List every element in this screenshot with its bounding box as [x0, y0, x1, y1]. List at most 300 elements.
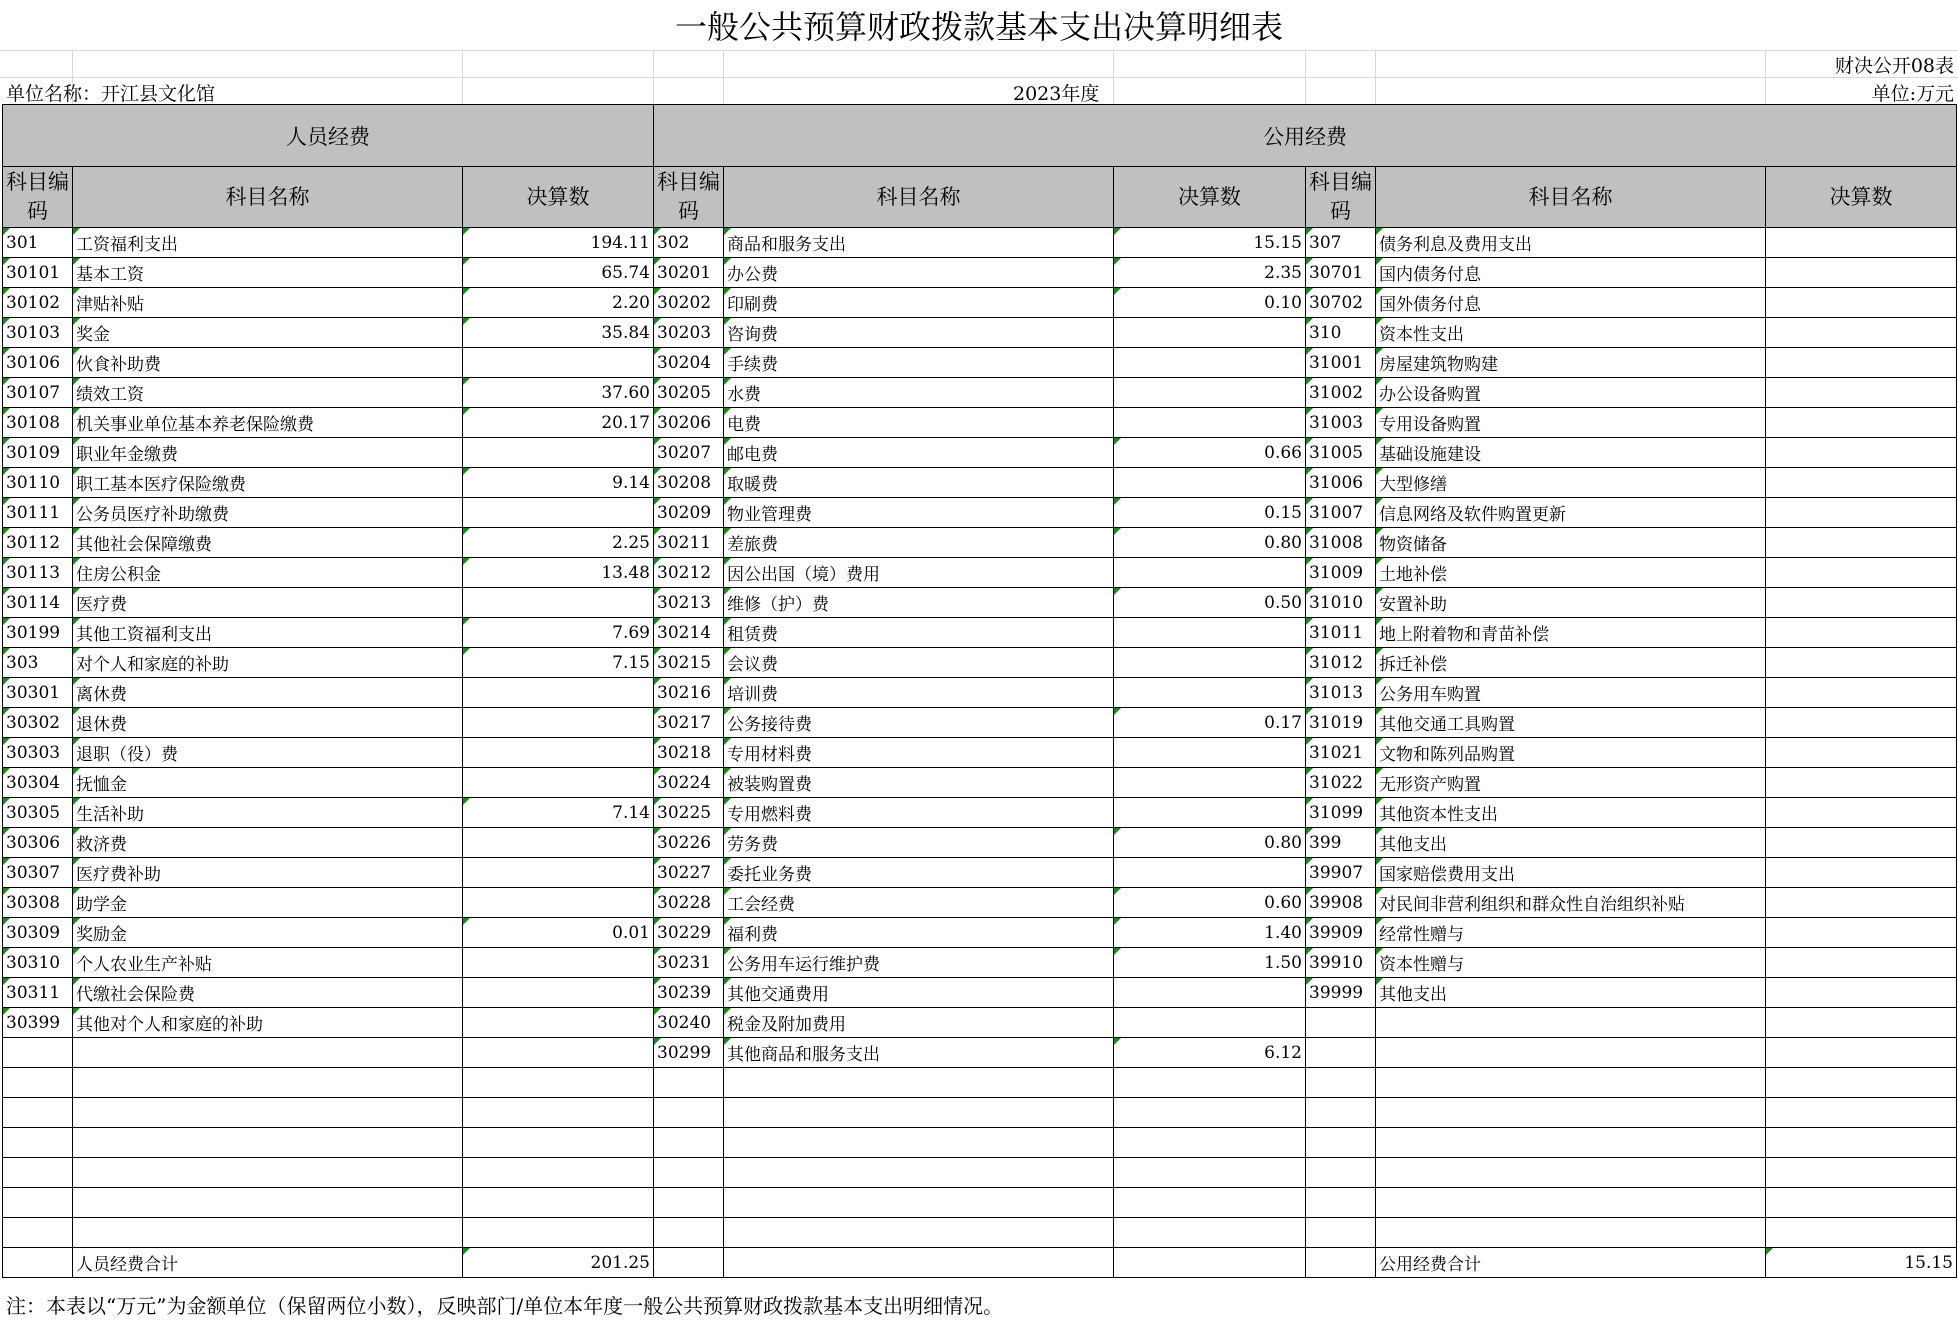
- amount-value: 0.01: [463, 918, 654, 948]
- amount-value: [1766, 408, 1957, 438]
- subject-code: 31005: [1306, 438, 1376, 468]
- amount-value: 1.50: [1114, 948, 1306, 978]
- subject-name: 邮电费: [724, 438, 1114, 468]
- subject-code: [1306, 1188, 1376, 1218]
- amount-value: [1114, 738, 1306, 768]
- subject-name: 抚恤金: [73, 768, 463, 798]
- subject-code: 30216: [654, 678, 724, 708]
- table-row: [3, 708, 1957, 738]
- subject-name: [73, 1158, 463, 1188]
- amount-value: [1114, 648, 1306, 678]
- amount-value: 0.50: [1114, 588, 1306, 618]
- subject-code: 30202: [654, 288, 724, 318]
- subject-name: 基础设施建设: [1376, 438, 1766, 468]
- subject-name: 专用材料费: [724, 738, 1114, 768]
- code-header: 科目编码: [654, 167, 724, 228]
- subject-name: 其他支出: [1376, 828, 1766, 858]
- subject-code: 30311: [3, 978, 73, 1008]
- subject-code: 31099: [1306, 798, 1376, 828]
- subject-name: [1376, 1158, 1766, 1188]
- table-row: [3, 318, 1957, 348]
- amount-value: 13.48: [463, 558, 654, 588]
- subject-code: 39910: [1306, 948, 1376, 978]
- subject-code: 30215: [654, 648, 724, 678]
- subject-name: 物业管理费: [724, 498, 1114, 528]
- subject-code: 39907: [1306, 858, 1376, 888]
- subject-code: 30108: [3, 408, 73, 438]
- amount-value: 0.60: [1114, 888, 1306, 918]
- subject-code: 30113: [3, 558, 73, 588]
- subject-code: 303: [3, 648, 73, 678]
- amount-value: [463, 1038, 654, 1068]
- subject-name: 其他交通费用: [724, 978, 1114, 1008]
- personnel-total-value: 201.25: [463, 1248, 654, 1278]
- name-header: 科目名称: [73, 167, 463, 228]
- subject-code: 30701: [1306, 258, 1376, 288]
- subject-name: 债务利息及费用支出: [1376, 228, 1766, 258]
- subject-code: 39908: [1306, 888, 1376, 918]
- blank-cell: [724, 1248, 1114, 1278]
- subject-name: [724, 1218, 1114, 1248]
- subject-name: 办公设备购置: [1376, 378, 1766, 408]
- table-row: [3, 348, 1957, 378]
- subject-code: 30103: [3, 318, 73, 348]
- subject-code: 31002: [1306, 378, 1376, 408]
- subject-code: [654, 1098, 724, 1128]
- subject-name: 水费: [724, 378, 1114, 408]
- subject-code: 30217: [654, 708, 724, 738]
- subject-name: 委托业务费: [724, 858, 1114, 888]
- subject-code: 30228: [654, 888, 724, 918]
- amount-header: 决算数: [1114, 167, 1306, 228]
- subject-name: 专用设备购置: [1376, 408, 1766, 438]
- amount-value: 0.10: [1114, 288, 1306, 318]
- subject-code: [1306, 1038, 1376, 1068]
- amount-value: [1766, 1218, 1957, 1248]
- subject-name: 助学金: [73, 888, 463, 918]
- amount-value: [463, 678, 654, 708]
- subject-name: [724, 1128, 1114, 1158]
- table-row: [3, 1218, 1957, 1248]
- amount-value: [1766, 378, 1957, 408]
- subject-code: 39999: [1306, 978, 1376, 1008]
- subject-name: 国内债务付息: [1376, 258, 1766, 288]
- amount-value: 6.12: [1114, 1038, 1306, 1068]
- subject-code: 30203: [654, 318, 724, 348]
- subject-name: 无形资产购置: [1376, 768, 1766, 798]
- subject-name: 伙食补助费: [73, 348, 463, 378]
- subject-name: 拆迁补偿: [1376, 648, 1766, 678]
- subject-code: [3, 1158, 73, 1188]
- subject-code: [654, 1068, 724, 1098]
- subject-code: 31012: [1306, 648, 1376, 678]
- subject-name: 奖励金: [73, 918, 463, 948]
- subject-name: [73, 1218, 463, 1248]
- amount-value: [1766, 468, 1957, 498]
- table-row: [3, 1158, 1957, 1188]
- subject-name: [73, 1038, 463, 1068]
- amount-value: 194.11: [463, 228, 654, 258]
- subject-code: [654, 1218, 724, 1248]
- subject-code: 30301: [3, 678, 73, 708]
- money-unit: 单位:万元: [1871, 83, 1954, 105]
- subject-name: 经常性赠与: [1376, 918, 1766, 948]
- subject-code: [1306, 1128, 1376, 1158]
- subject-name: [1376, 1098, 1766, 1128]
- subject-name: 离休费: [73, 678, 463, 708]
- amount-value: [1766, 528, 1957, 558]
- table-row: [3, 1068, 1957, 1098]
- amount-value: [1114, 618, 1306, 648]
- amount-value: [463, 588, 654, 618]
- subject-name: 其他商品和服务支出: [724, 1038, 1114, 1068]
- subject-code: 31007: [1306, 498, 1376, 528]
- subject-name: 房屋建筑物购建: [1376, 348, 1766, 378]
- subject-name: 救济费: [73, 828, 463, 858]
- amount-value: 7.15: [463, 648, 654, 678]
- public-total-label: 公用经费合计: [1376, 1248, 1766, 1278]
- amount-value: [1766, 438, 1957, 468]
- blank-cell: [1306, 1248, 1376, 1278]
- public-header: 公用经费: [654, 105, 1957, 167]
- subject-name: 税金及附加费用: [724, 1008, 1114, 1038]
- subject-code: 31010: [1306, 588, 1376, 618]
- subject-name: 其他交通工具购置: [1376, 708, 1766, 738]
- subject-code: 31006: [1306, 468, 1376, 498]
- subject-name: 医疗费补助: [73, 858, 463, 888]
- subject-code: 31021: [1306, 738, 1376, 768]
- subject-code: 30201: [654, 258, 724, 288]
- subject-name: [724, 1068, 1114, 1098]
- expenditure-table: [2, 104, 1957, 1278]
- subject-name: 资本性支出: [1376, 318, 1766, 348]
- table-number: 财决公开08表: [1834, 55, 1954, 77]
- amount-value: [1114, 678, 1306, 708]
- subject-name: 电费: [724, 408, 1114, 438]
- table-row: [3, 528, 1957, 558]
- subject-name: 个人农业生产补贴: [73, 948, 463, 978]
- subject-code: [654, 1188, 724, 1218]
- subject-code: 30106: [3, 348, 73, 378]
- subject-name: 对个人和家庭的补助: [73, 648, 463, 678]
- amount-header: 决算数: [1766, 167, 1957, 228]
- amount-value: [1766, 738, 1957, 768]
- table-row: [3, 1188, 1957, 1218]
- blank-cell: [654, 1248, 724, 1278]
- amount-value: 7.14: [463, 798, 654, 828]
- amount-value: [1114, 1158, 1306, 1188]
- subject-name: 机关事业单位基本养老保险缴费: [73, 408, 463, 438]
- public-total-value: 15.15: [1766, 1248, 1957, 1278]
- amount-value: [1114, 768, 1306, 798]
- subject-name: 工资福利支出: [73, 228, 463, 258]
- subject-name: 其他资本性支出: [1376, 798, 1766, 828]
- subject-code: [3, 1128, 73, 1158]
- amount-value: [1766, 318, 1957, 348]
- subject-name: 大型修缮: [1376, 468, 1766, 498]
- subject-code: 30199: [3, 618, 73, 648]
- subject-name: [1376, 1038, 1766, 1068]
- subject-name: 土地补偿: [1376, 558, 1766, 588]
- amount-value: [1766, 858, 1957, 888]
- subject-code: 307: [1306, 228, 1376, 258]
- amount-value: 65.74: [463, 258, 654, 288]
- subject-name: 维修（护）费: [724, 588, 1114, 618]
- subject-name: 商品和服务支出: [724, 228, 1114, 258]
- amount-value: [1766, 828, 1957, 858]
- subject-name: [724, 1098, 1114, 1128]
- amount-value: [463, 888, 654, 918]
- subject-code: [3, 1098, 73, 1128]
- subject-code: 30399: [3, 1008, 73, 1038]
- subject-name: [1376, 1218, 1766, 1248]
- subject-name: 地上附着物和青苗补偿: [1376, 618, 1766, 648]
- table-row: [3, 438, 1957, 468]
- page-title: 一般公共预算财政拨款基本支出决算明细表: [674, 8, 1283, 46]
- subject-name: [73, 1098, 463, 1128]
- amount-value: 20.17: [463, 408, 654, 438]
- table-row: [3, 978, 1957, 1008]
- unit-name: 单位名称：开江县文化馆: [6, 83, 216, 105]
- amount-value: [463, 708, 654, 738]
- subject-name: 公务接待费: [724, 708, 1114, 738]
- subject-code: 30226: [654, 828, 724, 858]
- subject-code: [1306, 1218, 1376, 1248]
- subject-code: 30211: [654, 528, 724, 558]
- amount-value: [1114, 1098, 1306, 1128]
- amount-value: [1766, 948, 1957, 978]
- subject-name: 劳务费: [724, 828, 1114, 858]
- table-row: [3, 1098, 1957, 1128]
- amount-value: [463, 1218, 654, 1248]
- amount-value: [463, 828, 654, 858]
- amount-value: [463, 1158, 654, 1188]
- subject-code: 30112: [3, 528, 73, 558]
- amount-value: [1766, 228, 1957, 258]
- amount-value: 2.20: [463, 288, 654, 318]
- amount-value: [1766, 888, 1957, 918]
- subject-code: [654, 1158, 724, 1188]
- subject-code: 30204: [654, 348, 724, 378]
- subject-code: [3, 1188, 73, 1218]
- subject-code: 30310: [3, 948, 73, 978]
- amount-value: [1114, 318, 1306, 348]
- amount-value: 0.66: [1114, 438, 1306, 468]
- table-row: [3, 468, 1957, 498]
- subject-code: 30107: [3, 378, 73, 408]
- amount-value: 9.14: [463, 468, 654, 498]
- name-header: 科目名称: [1376, 167, 1766, 228]
- subject-code: 30307: [3, 858, 73, 888]
- amount-value: [1766, 1038, 1957, 1068]
- amount-value: [1766, 1068, 1957, 1098]
- subject-code: 30205: [654, 378, 724, 408]
- subject-code: [3, 1038, 73, 1068]
- subject-name: 工会经费: [724, 888, 1114, 918]
- subject-name: 公务员医疗补助缴费: [73, 498, 463, 528]
- subject-name: [724, 1158, 1114, 1188]
- amount-value: 7.69: [463, 618, 654, 648]
- table-row: [3, 798, 1957, 828]
- table-row: [3, 648, 1957, 678]
- amount-value: [1114, 858, 1306, 888]
- amount-value: [1766, 558, 1957, 588]
- amount-value: [1766, 288, 1957, 318]
- subject-name: [1376, 1128, 1766, 1158]
- amount-value: [1114, 1188, 1306, 1218]
- blank-cell: [3, 1248, 73, 1278]
- subject-name: 咨询费: [724, 318, 1114, 348]
- amount-value: [463, 1008, 654, 1038]
- subject-name: 医疗费: [73, 588, 463, 618]
- amount-value: [1766, 768, 1957, 798]
- subject-name: [1376, 1188, 1766, 1218]
- subject-code: 30239: [654, 978, 724, 1008]
- subject-code: 30302: [3, 708, 73, 738]
- subject-code: 30231: [654, 948, 724, 978]
- subject-name: 其他工资福利支出: [73, 618, 463, 648]
- subject-name: 公务用车运行维护费: [724, 948, 1114, 978]
- subject-name: [724, 1188, 1114, 1218]
- amount-value: [1766, 918, 1957, 948]
- amount-value: [1766, 678, 1957, 708]
- amount-value: [1766, 348, 1957, 378]
- subject-code: 30299: [654, 1038, 724, 1068]
- subject-code: 30110: [3, 468, 73, 498]
- amount-value: [463, 858, 654, 888]
- subject-code: 31009: [1306, 558, 1376, 588]
- subject-code: 30208: [654, 468, 724, 498]
- table-row: [3, 888, 1957, 918]
- subject-name: 奖金: [73, 318, 463, 348]
- table-row: [3, 288, 1957, 318]
- subject-code: [1306, 1068, 1376, 1098]
- subject-name: 培训费: [724, 678, 1114, 708]
- subject-name: 资本性赠与: [1376, 948, 1766, 978]
- table-row: [3, 678, 1957, 708]
- subject-code: 301: [3, 228, 73, 258]
- subject-name: 基本工资: [73, 258, 463, 288]
- subject-name: 国外债务付息: [1376, 288, 1766, 318]
- subject-name: 专用燃料费: [724, 798, 1114, 828]
- subject-code: 399: [1306, 828, 1376, 858]
- amount-value: [463, 498, 654, 528]
- subject-name: 被装购置费: [724, 768, 1114, 798]
- amount-value: [463, 768, 654, 798]
- subject-code: 30111: [3, 498, 73, 528]
- subject-code: 31001: [1306, 348, 1376, 378]
- table-row: [3, 1038, 1957, 1068]
- table-row: [3, 828, 1957, 858]
- amount-value: [463, 348, 654, 378]
- subject-code: [3, 1068, 73, 1098]
- table-row: [3, 588, 1957, 618]
- subject-name: 公务用车购置: [1376, 678, 1766, 708]
- table-row: [3, 1128, 1957, 1158]
- subject-name: 手续费: [724, 348, 1114, 378]
- subject-code: 31019: [1306, 708, 1376, 738]
- subject-name: 其他支出: [1376, 978, 1766, 1008]
- amount-header: 决算数: [463, 167, 654, 228]
- subject-code: 31003: [1306, 408, 1376, 438]
- subject-name: 办公费: [724, 258, 1114, 288]
- subject-name: 安置补助: [1376, 588, 1766, 618]
- subject-name: 其他社会保障缴费: [73, 528, 463, 558]
- subject-code: 30213: [654, 588, 724, 618]
- table-row: [3, 228, 1957, 258]
- subject-code: 31013: [1306, 678, 1376, 708]
- table-row: [3, 378, 1957, 408]
- subject-code: 30308: [3, 888, 73, 918]
- subject-code: [1306, 1008, 1376, 1038]
- amount-value: [1766, 1188, 1957, 1218]
- subject-name: [73, 1188, 463, 1218]
- amount-value: [1766, 978, 1957, 1008]
- amount-value: [1766, 1128, 1957, 1158]
- table-row: [3, 618, 1957, 648]
- amount-value: [463, 1188, 654, 1218]
- subject-code: 310: [1306, 318, 1376, 348]
- amount-value: 35.84: [463, 318, 654, 348]
- subject-code: 30702: [1306, 288, 1376, 318]
- amount-value: [1766, 798, 1957, 828]
- amount-value: [1114, 978, 1306, 1008]
- subject-code: 30109: [3, 438, 73, 468]
- subject-name: 退职（役）费: [73, 738, 463, 768]
- table-row: [3, 858, 1957, 888]
- amount-value: [1766, 1158, 1957, 1188]
- amount-value: [1766, 258, 1957, 288]
- amount-value: [1114, 1008, 1306, 1038]
- subject-name: 印刷费: [724, 288, 1114, 318]
- amount-value: [1114, 408, 1306, 438]
- amount-value: 2.35: [1114, 258, 1306, 288]
- subject-code: 30304: [3, 768, 73, 798]
- subject-code: 31008: [1306, 528, 1376, 558]
- subject-name: 信息网络及软件购置更新: [1376, 498, 1766, 528]
- subject-code: 30306: [3, 828, 73, 858]
- subject-name: 职工基本医疗保险缴费: [73, 468, 463, 498]
- amount-value: [1766, 498, 1957, 528]
- subject-name: [1376, 1068, 1766, 1098]
- subject-code: 30209: [654, 498, 724, 528]
- subject-name: 对民间非营利组织和群众性自治组织补贴: [1376, 888, 1766, 918]
- amount-value: [1114, 1068, 1306, 1098]
- subject-code: 30303: [3, 738, 73, 768]
- subject-name: [73, 1128, 463, 1158]
- subject-code: 39909: [1306, 918, 1376, 948]
- subject-name: 租赁费: [724, 618, 1114, 648]
- subject-code: [1306, 1158, 1376, 1188]
- subject-name: 物资储备: [1376, 528, 1766, 558]
- blank-cell: [1114, 1248, 1306, 1278]
- amount-value: 0.80: [1114, 528, 1306, 558]
- subject-name: 会议费: [724, 648, 1114, 678]
- amount-value: [1766, 648, 1957, 678]
- subject-name: [1376, 1008, 1766, 1038]
- subject-name: 生活补助: [73, 798, 463, 828]
- subject-name: 代缴社会保险费: [73, 978, 463, 1008]
- amount-value: 1.40: [1114, 918, 1306, 948]
- subject-code: 30305: [3, 798, 73, 828]
- name-header: 科目名称: [724, 167, 1114, 228]
- amount-value: [463, 738, 654, 768]
- amount-value: [1766, 618, 1957, 648]
- subject-name: 福利费: [724, 918, 1114, 948]
- subject-code: [654, 1128, 724, 1158]
- subject-name: 差旅费: [724, 528, 1114, 558]
- table-row: [3, 408, 1957, 438]
